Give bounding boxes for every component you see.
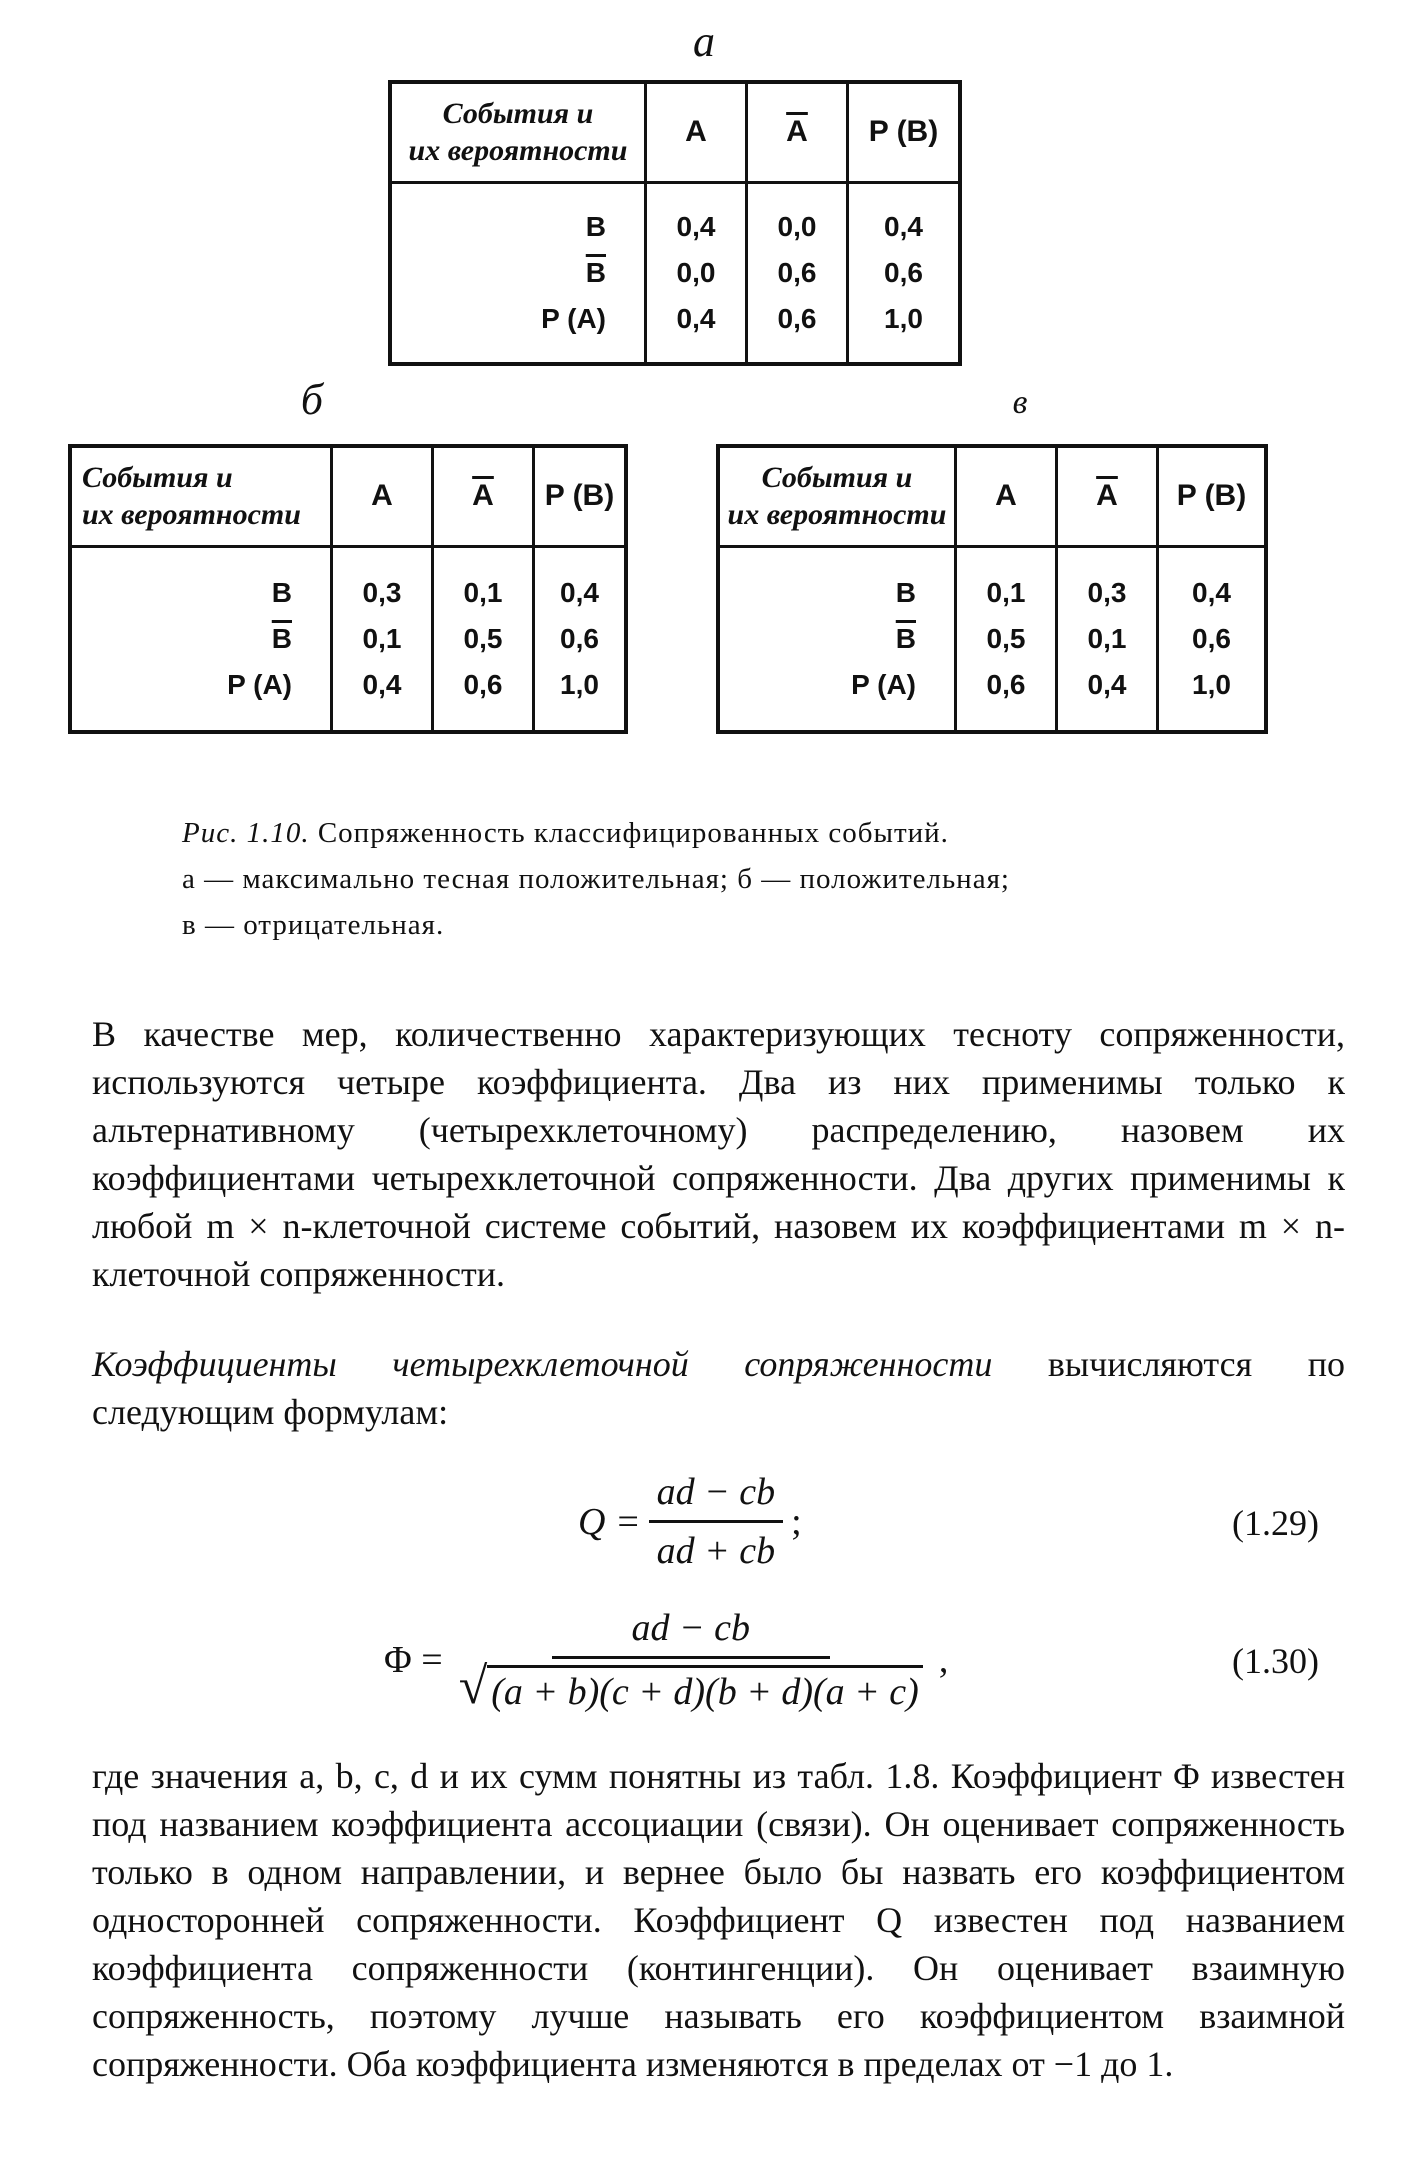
row-labels bbox=[390, 182, 646, 364]
caption-line: а — максимально тесная положительная; б — положительная; bbox=[182, 863, 1010, 895]
caption-line: в — отрицательная. bbox=[182, 909, 445, 941]
formula-q bbox=[578, 1470, 802, 1573]
cell: 0,4 bbox=[676, 302, 716, 334]
cell: 0,1 bbox=[1087, 622, 1127, 654]
italic-term: Коэффициенты четырехклеточной сопряженности bbox=[92, 1344, 993, 1384]
row-labels bbox=[70, 546, 332, 732]
header-col-a: A bbox=[332, 446, 433, 546]
panel-letter-b: б bbox=[300, 375, 324, 424]
cell: 0,1 bbox=[463, 576, 503, 608]
cell: 0,1 bbox=[362, 622, 402, 654]
cell: 0,0 bbox=[777, 210, 817, 242]
formula-tail: , bbox=[938, 1639, 949, 1681]
header-col-not-a: $\overline{A}$ bbox=[1057, 446, 1158, 546]
col-a-values bbox=[332, 546, 433, 732]
col-not-a-values bbox=[433, 546, 534, 732]
radicand: (a + b)(c + d)(b + d)(a + c) bbox=[487, 1665, 923, 1714]
header-col-a: A bbox=[646, 82, 747, 182]
col-pb-values bbox=[1158, 546, 1267, 732]
row-label-b: B bbox=[271, 576, 292, 608]
header-label: События и их вероятности bbox=[390, 82, 646, 182]
denominator: ad + cb bbox=[656, 1530, 776, 1572]
col-a-values bbox=[956, 546, 1057, 732]
col-pb-values bbox=[848, 182, 961, 364]
header-col-a: A bbox=[956, 446, 1057, 546]
equation-number: (1.30) bbox=[1232, 1641, 1319, 1681]
col-pb-values bbox=[534, 546, 627, 732]
paragraph-2 bbox=[92, 1340, 1345, 1436]
header-col-pb: P (B) bbox=[848, 82, 961, 182]
row-labels bbox=[718, 546, 956, 732]
cell: 1,0 bbox=[1192, 668, 1231, 700]
denominator bbox=[451, 1659, 931, 1714]
cell: 0,6 bbox=[986, 668, 1026, 700]
formula-lhs: Φ = bbox=[384, 1639, 443, 1681]
row-label-b: B bbox=[895, 576, 916, 608]
col-not-a-values bbox=[747, 182, 848, 364]
cell: 0,6 bbox=[1192, 622, 1231, 654]
formula-phi bbox=[384, 1606, 948, 1714]
col-a-values bbox=[646, 182, 747, 364]
paragraph-2-rest: вычисляются по следующим формулам: bbox=[92, 1344, 1345, 1432]
row-label-pa: P (A) bbox=[227, 668, 292, 700]
header-col-pb: P (B) bbox=[1158, 446, 1267, 546]
row-label-pa: P (A) bbox=[851, 668, 916, 700]
cell: 0,6 bbox=[777, 302, 817, 334]
cell: 0,4 bbox=[560, 576, 599, 608]
formula-tail: ; bbox=[791, 1500, 802, 1543]
paragraph-3: где значения a, b, c, d и их сумм понятны из табл. 1.8. Коэффициент Φ известен под названием коэффициента ассоциации (связи). Он оценивает сопряженность только в одном направлении, и вернее было бы назвать его коэффициентом односторонней сопряженности. Коэффициент Q известен под названием коэффициента сопряженности (контингенции). Он оценивает взаимную сопряженность, поэтому лучше называть его коэффициентом взаимной сопряженности. Оба коэффициента изменяются в пределах от −1 до 1. bbox=[92, 1756, 1345, 2084]
header-label: События и их вероятности bbox=[718, 446, 956, 546]
row-label-not-b: $\overline{B}$ bbox=[895, 622, 916, 654]
figure-label: Рис. 1.10. bbox=[182, 817, 310, 849]
cell: 1,0 bbox=[884, 302, 923, 334]
cell: 0,4 bbox=[1087, 668, 1127, 700]
numerator: ad − cb bbox=[649, 1470, 784, 1523]
cell: 0,6 bbox=[560, 622, 599, 654]
figure-title: Сопряженность классифицированных событий. bbox=[317, 817, 949, 849]
square-root bbox=[458, 1658, 923, 1715]
panel-letter-a: а bbox=[693, 17, 715, 66]
contingency-table-v bbox=[716, 444, 1268, 734]
panel-letter-v: в bbox=[1012, 384, 1028, 421]
header-label: События и их вероятности bbox=[70, 446, 332, 546]
cell: 0,3 bbox=[1087, 576, 1127, 608]
cell: 0,6 bbox=[777, 256, 817, 288]
row-label-pa: P (A) bbox=[541, 302, 606, 334]
cell: 0,0 bbox=[676, 256, 716, 288]
cell: 0,6 bbox=[463, 668, 503, 700]
row-label-b: B bbox=[585, 210, 606, 242]
header-col-not-a: $\overline{A}$ bbox=[433, 446, 534, 546]
cell: 0,4 bbox=[362, 668, 402, 700]
paragraph-1: В качестве мер, количественно характеризующих тесноту сопряженности, используются четыре коэффициента. Два из них применимы только к альтернативному (четырехклеточному) распределению, назовем их коэффициентами четырехклеточной сопряженности. Два других применимы к любой m × n-клеточной системе событий, назовем их коэффициентами m × n-клеточной сопряженности. bbox=[92, 1014, 1345, 1294]
formula-lhs: Q = bbox=[578, 1500, 641, 1543]
cell: 0,1 bbox=[986, 576, 1026, 608]
cell: 0,4 bbox=[676, 210, 716, 242]
figure-caption bbox=[182, 810, 1232, 948]
col-not-a-values bbox=[1057, 546, 1158, 732]
cell: 1,0 bbox=[560, 668, 599, 700]
fraction bbox=[451, 1606, 931, 1714]
row-label-not-b: $\overline{B}$ bbox=[271, 622, 292, 654]
numerator: ad − cb bbox=[552, 1606, 831, 1659]
fraction bbox=[649, 1470, 784, 1573]
contingency-table-a bbox=[388, 80, 962, 366]
cell: 0,4 bbox=[1192, 576, 1231, 608]
cell: 0,5 bbox=[463, 622, 503, 654]
cell: 0,5 bbox=[986, 622, 1026, 654]
contingency-table-b bbox=[68, 444, 628, 734]
equation-number: (1.29) bbox=[1232, 1503, 1319, 1543]
header-col-not-a: $\overline{A}$ bbox=[747, 82, 848, 182]
header-col-pb: P (B) bbox=[534, 446, 627, 546]
cell: 0,3 bbox=[362, 576, 402, 608]
row-label-not-b: $\overline{B}$ bbox=[585, 256, 606, 288]
cell: 0,6 bbox=[884, 256, 923, 288]
radical-sign: √ bbox=[458, 1658, 488, 1715]
cell: 0,4 bbox=[884, 210, 923, 242]
